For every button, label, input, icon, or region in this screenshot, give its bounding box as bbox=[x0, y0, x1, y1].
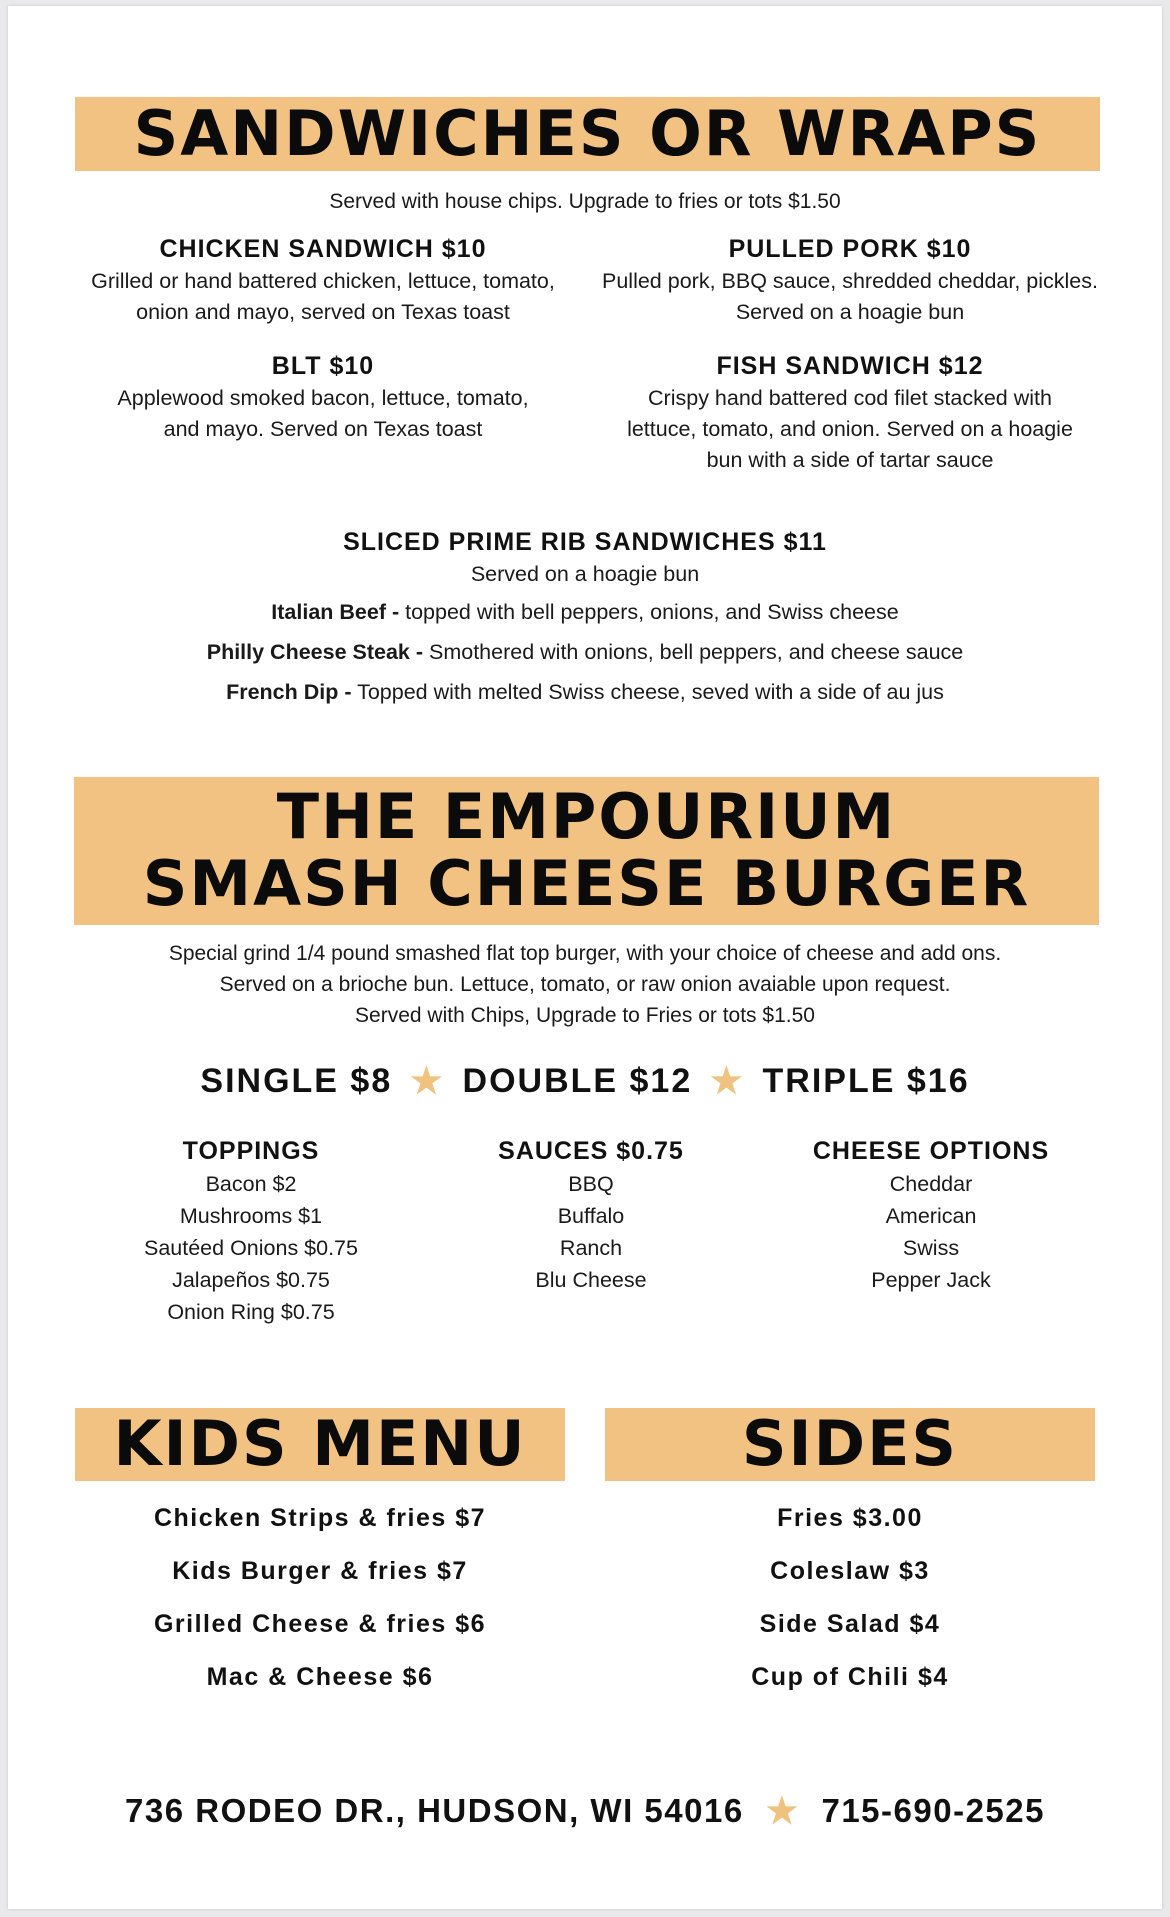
item-desc: Grilled or hand battered chicken, lettuce, tomato, bbox=[91, 269, 555, 293]
burger-intro-line: Served on a brioche bun. Lettuce, tomato, or raw onion avaiable upon request. bbox=[219, 973, 951, 996]
kids-heading-band bbox=[75, 1408, 565, 1481]
star-icon: ★ bbox=[710, 1060, 745, 1101]
sauces-column bbox=[441, 1134, 741, 1296]
item-desc: onion and mayo, served on Texas toast bbox=[136, 300, 510, 324]
list-item: Cup of Chili $4 bbox=[751, 1663, 949, 1691]
item-desc: Served on a hoagie bun bbox=[735, 300, 965, 324]
sides-heading: SIDES bbox=[741, 1407, 959, 1481]
burger-intro-line: Special grind 1/4 pound smashed flat top burger, with your choice of cheese and add ons. bbox=[168, 942, 1002, 965]
variant-desc: topped with bell peppers, onions, and Swiss cheese bbox=[399, 600, 899, 624]
prime-rib-variant bbox=[8, 592, 1162, 632]
burger-heading-line1: THE EMPOURIUM bbox=[276, 780, 897, 854]
cheese-column bbox=[781, 1134, 1081, 1296]
burger-sizes bbox=[8, 1056, 1162, 1106]
kids-heading: KIDS MENU bbox=[113, 1407, 527, 1481]
address: 736 RODEO DR., HUDSON, WI 54016 bbox=[125, 1792, 744, 1829]
variant-name: Italian Beef - bbox=[271, 600, 400, 624]
variant-desc: Topped with melted Swiss cheese, seved with a side of au jus bbox=[351, 680, 944, 704]
column-item: Swiss bbox=[902, 1236, 960, 1260]
menu-page bbox=[8, 6, 1162, 1909]
list-item: Side Salad $4 bbox=[759, 1610, 941, 1638]
column-item: Jalapeños $0.75 bbox=[172, 1268, 330, 1292]
toppings-column bbox=[101, 1134, 401, 1328]
menu-item-prime-rib bbox=[8, 525, 1162, 712]
size-double: DOUBLE $12 bbox=[462, 1061, 693, 1100]
size-single: SINGLE $8 bbox=[200, 1061, 393, 1100]
column-item: Ranch bbox=[559, 1236, 623, 1260]
sides-heading-band bbox=[605, 1408, 1095, 1481]
list-item: Coleslaw $3 bbox=[770, 1557, 930, 1585]
sides-list bbox=[605, 1492, 1095, 1704]
column-item: Sautéed Onions $0.75 bbox=[144, 1236, 358, 1260]
sandwiches-heading-band bbox=[75, 97, 1100, 171]
item-name: BLT $10 bbox=[271, 352, 375, 380]
item-desc: Served on a hoagie bun bbox=[470, 562, 700, 586]
prime-rib-variant bbox=[8, 632, 1162, 672]
variant-name: Philly Cheese Steak - bbox=[206, 640, 424, 664]
sandwiches-heading: SANDWICHES OR WRAPS bbox=[133, 96, 1042, 170]
column-item: BBQ bbox=[568, 1172, 614, 1196]
item-name: CHICKEN SANDWICH $10 bbox=[159, 235, 487, 263]
item-desc: and mayo. Served on Texas toast bbox=[163, 417, 483, 441]
item-name: FISH SANDWICH $12 bbox=[716, 352, 984, 380]
burger-intro bbox=[8, 938, 1162, 1031]
size-triple: TRIPLE $16 bbox=[762, 1061, 970, 1100]
column-item: Cheddar bbox=[889, 1172, 973, 1196]
item-desc: lettuce, tomato, and onion. Served on a hoagie bbox=[627, 417, 1073, 441]
variant-name: French Dip - bbox=[226, 680, 352, 704]
column-item: Bacon $2 bbox=[205, 1172, 297, 1196]
column-title: SAUCES $0.75 bbox=[498, 1137, 684, 1165]
menu-item-chicken-sandwich bbox=[63, 232, 583, 328]
list-item: Mac & Cheese $6 bbox=[206, 1663, 434, 1691]
item-desc: bun with a side of tartar sauce bbox=[706, 448, 994, 472]
item-desc: Applewood smoked bacon, lettuce, tomato, bbox=[117, 386, 529, 410]
star-icon: ★ bbox=[765, 1790, 800, 1831]
column-title: CHEESE OPTIONS bbox=[812, 1137, 1050, 1165]
column-item: Buffalo bbox=[557, 1204, 625, 1228]
column-item: Pepper Jack bbox=[871, 1268, 991, 1292]
footer bbox=[8, 1786, 1162, 1836]
column-item: Mushrooms $1 bbox=[179, 1204, 323, 1228]
column-item: Onion Ring $0.75 bbox=[167, 1300, 335, 1324]
item-name: PULLED PORK $10 bbox=[728, 235, 972, 263]
list-item: Chicken Strips & fries $7 bbox=[153, 1504, 487, 1532]
column-item: Blu Cheese bbox=[535, 1268, 647, 1292]
burger-heading-line2: SMASH CHEESE BURGER bbox=[142, 847, 1031, 920]
burger-intro-line: Served with Chips, Upgrade to Fries or tots $1.50 bbox=[355, 1004, 815, 1027]
item-desc: Pulled pork, BBQ sauce, shredded cheddar, pickles. bbox=[602, 269, 1098, 293]
phone-number: 715-690-2525 bbox=[821, 1792, 1045, 1829]
prime-rib-variant bbox=[8, 672, 1162, 712]
column-title: TOPPINGS bbox=[182, 1137, 320, 1165]
variant-desc: Smothered with onions, bell peppers, and cheese sauce bbox=[423, 640, 964, 664]
list-item: Grilled Cheese & fries $6 bbox=[153, 1610, 487, 1638]
sandwiches-intro: Served with house chips. Upgrade to fries or tots $1.50 bbox=[329, 190, 841, 213]
burger-heading-band bbox=[74, 777, 1099, 925]
menu-item-blt bbox=[63, 349, 583, 445]
list-item: Fries $3.00 bbox=[777, 1504, 923, 1532]
kids-list bbox=[75, 1492, 565, 1704]
star-icon: ★ bbox=[410, 1060, 445, 1101]
item-name: SLICED PRIME RIB SANDWICHES $11 bbox=[343, 528, 827, 556]
menu-item-fish-sandwich bbox=[590, 349, 1110, 476]
item-desc: Crispy hand battered cod filet stacked with bbox=[648, 386, 1052, 410]
menu-item-pulled-pork bbox=[590, 232, 1110, 328]
list-item: Kids Burger & fries $7 bbox=[172, 1557, 468, 1585]
column-item: American bbox=[885, 1204, 977, 1228]
